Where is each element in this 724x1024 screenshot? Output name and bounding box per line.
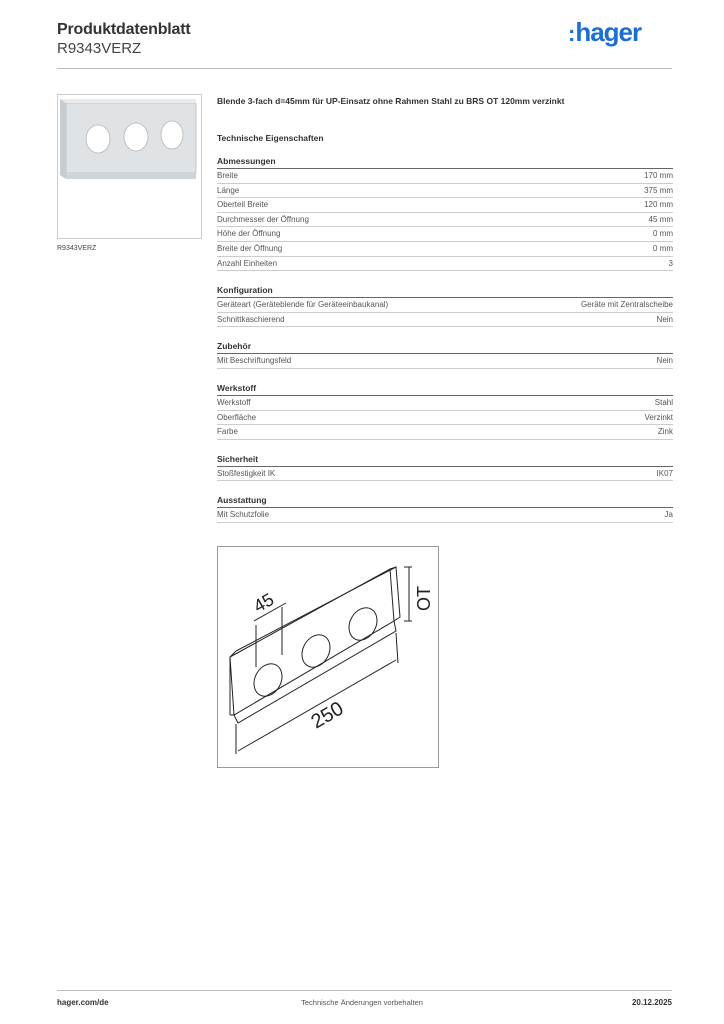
property-row <box>217 396 673 411</box>
hager-logo: :hager <box>568 17 642 47</box>
tech-properties-heading: Technische Eigenschaften <box>217 133 324 143</box>
footer-date: 20.12.2025 <box>631 998 672 1007</box>
property-label: Länge <box>217 185 240 195</box>
property-row <box>217 257 673 272</box>
section-title: Sicherheit <box>217 454 673 467</box>
footer-website[interactable]: hager.com/de <box>57 998 109 1007</box>
property-value: IK07 <box>656 468 673 478</box>
property-value: Nein <box>656 314 673 324</box>
property-value: 170 mm <box>644 171 673 180</box>
property-value: Zink <box>657 427 673 437</box>
page-title: Produktdatenblatt <box>57 21 191 38</box>
main-content <box>217 96 673 555</box>
dim-45-label: 45 <box>250 589 278 617</box>
property-row <box>217 313 673 328</box>
property-label: Breite der Öffnung <box>217 243 283 253</box>
property-label: Werkstoff <box>217 397 251 407</box>
property-row <box>217 411 673 426</box>
product-photo-drawing <box>58 95 201 238</box>
property-label: Breite <box>217 171 238 180</box>
article-number: R9343VERZ <box>57 40 142 57</box>
footer-divider <box>57 990 672 991</box>
property-row <box>217 184 673 199</box>
property-value: Stahl <box>654 397 673 407</box>
section-title: Werkstoff <box>217 383 673 396</box>
property-value: 45 mm <box>648 214 673 224</box>
property-row <box>217 425 673 440</box>
property-value: 375 mm <box>644 185 673 195</box>
dim-ot-label: OT <box>414 586 434 611</box>
property-row <box>217 354 673 369</box>
property-value: Geräte mit Zentralscheibe <box>580 300 673 310</box>
property-row <box>217 213 673 228</box>
property-label: Oberteil Breite <box>217 200 269 210</box>
property-row <box>217 169 673 184</box>
property-label: Mit Schutzfolie <box>217 510 270 520</box>
product-image <box>57 94 202 239</box>
properties-sections <box>217 156 673 523</box>
property-label: Geräteart (Geräteblende für Geräteeinbaukanal) <box>217 300 389 310</box>
footer-notice: Technische Änderungen vorbehalten <box>301 998 423 1007</box>
logo-text: hager <box>575 17 642 47</box>
property-label: Farbe <box>217 427 238 437</box>
product-description: Blende 3-fach d=45mm für UP-Einsatz ohne Rahmen Stahl zu BRS OT 120mm verzinkt <box>217 96 565 106</box>
property-value: 3 <box>668 258 673 268</box>
property-label: Mit Beschriftungsfeld <box>217 356 292 366</box>
property-label: Schnittkaschierend <box>217 314 285 324</box>
property-value: Verzinkt <box>644 412 673 422</box>
technical-drawing <box>217 546 439 768</box>
property-label: Oberfläche <box>217 412 257 422</box>
property-row <box>217 198 673 213</box>
drawing-svg <box>218 547 438 767</box>
property-row <box>217 298 673 313</box>
section-title: Zubehör <box>217 341 673 354</box>
property-value: 0 mm <box>653 229 673 239</box>
section-title: Ausstattung <box>217 495 673 508</box>
property-row <box>217 467 673 482</box>
property-value: Nein <box>656 356 673 366</box>
property-label: Anzahl Einheiten <box>217 258 278 268</box>
section-title: Abmessungen <box>217 156 673 169</box>
property-value: 120 mm <box>644 200 673 210</box>
product-image-caption: R9343VERZ <box>57 245 97 252</box>
dim-250-label: 250 <box>307 697 348 734</box>
property-value: 0 mm <box>653 243 673 253</box>
property-row <box>217 242 673 257</box>
property-label: Stoßfestigkeit IK <box>217 468 276 478</box>
property-label: Durchmesser der Öffnung <box>217 214 309 224</box>
property-row <box>217 508 673 523</box>
property-label: Höhe der Öffnung <box>217 229 281 239</box>
property-row <box>217 227 673 242</box>
property-value: Ja <box>664 510 673 520</box>
section-title: Konfiguration <box>217 285 673 298</box>
header-divider <box>57 68 672 69</box>
